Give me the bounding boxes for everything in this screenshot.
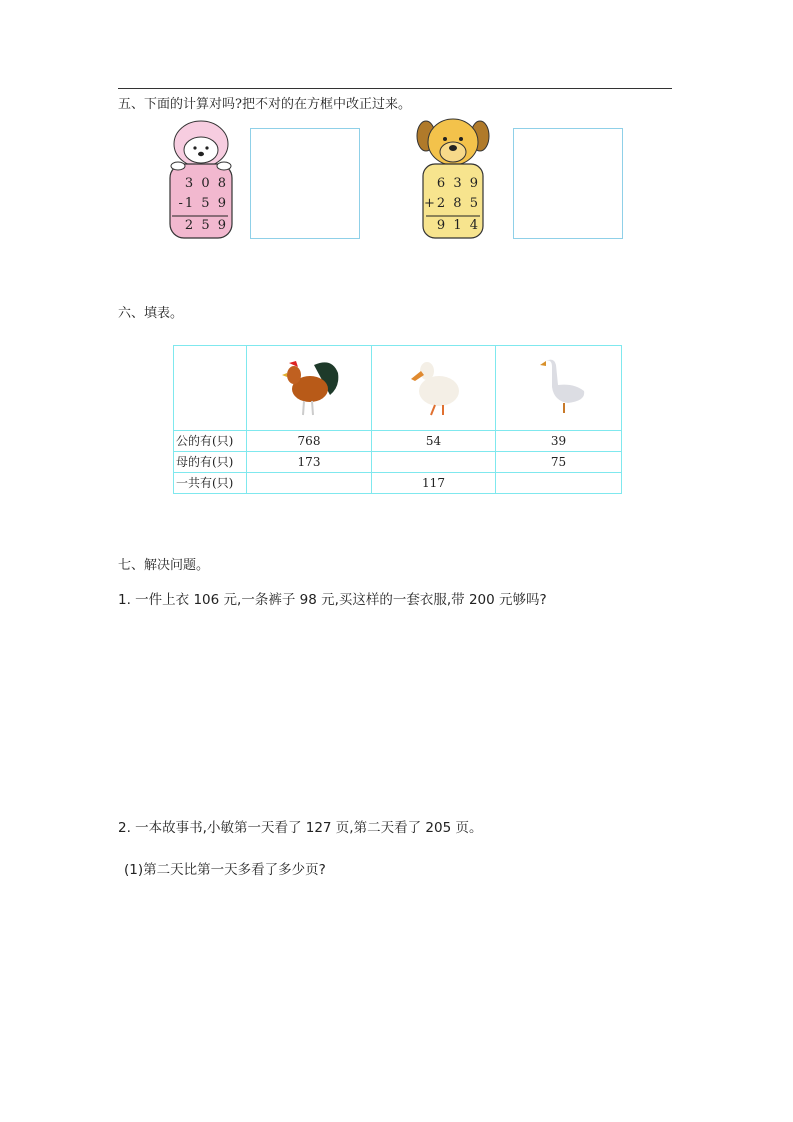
table-row bbox=[174, 473, 622, 494]
section5-title: 五、下面的计算对吗?把不对的在方框中改正过来。 bbox=[118, 97, 411, 112]
goose-cell bbox=[496, 346, 622, 431]
row-label: 一共有(只) bbox=[174, 473, 247, 494]
duck-icon bbox=[399, 353, 469, 419]
dog-top-number: 6 3 9 bbox=[436, 176, 480, 191]
dog-result: 9 1 4 bbox=[436, 218, 480, 233]
duck-cell bbox=[372, 346, 496, 431]
table-cell-blank[interactable] bbox=[372, 452, 496, 473]
top-rule bbox=[118, 88, 672, 89]
sheep-top-number: 3 0 8 bbox=[184, 176, 228, 191]
corner-cell bbox=[174, 346, 247, 431]
table-cell: 768 bbox=[247, 431, 372, 452]
correction-box-2[interactable] bbox=[513, 128, 623, 239]
correction-box-1[interactable] bbox=[250, 128, 360, 239]
table-cell-blank[interactable] bbox=[247, 473, 372, 494]
table-cell: 117 bbox=[372, 473, 496, 494]
goose-icon bbox=[524, 353, 594, 419]
rooster-cell bbox=[247, 346, 372, 431]
dog-card bbox=[416, 116, 490, 240]
dog-addend: +2 8 5 bbox=[424, 196, 480, 211]
question-1: 1. 一件上衣 106 元,一条裤子 98 元,买这样的一套衣服,带 200 元够吗? bbox=[118, 592, 547, 608]
question-2-part-1: (1)第二天比第一天多看了多少页? bbox=[124, 862, 326, 878]
fill-table bbox=[173, 345, 622, 494]
rooster-icon bbox=[274, 353, 344, 419]
section7-title: 七、解决问题。 bbox=[118, 558, 210, 573]
table-row bbox=[174, 452, 622, 473]
row-label: 公的有(只) bbox=[174, 431, 247, 452]
table-row bbox=[174, 431, 622, 452]
table-cell: 173 bbox=[247, 452, 372, 473]
section6-title: 六、填表。 bbox=[118, 306, 184, 321]
question-2: 2. 一本故事书,小敏第一天看了 127 页,第二天看了 205 页。 bbox=[118, 820, 483, 836]
sheep-subtrahend: -1 5 9 bbox=[178, 196, 228, 211]
table-cell: 54 bbox=[372, 431, 496, 452]
table-cell: 75 bbox=[496, 452, 622, 473]
sheep-result: 2 5 9 bbox=[184, 218, 228, 233]
table-cell-blank[interactable] bbox=[496, 473, 622, 494]
row-label: 母的有(只) bbox=[174, 452, 247, 473]
table-cell: 39 bbox=[496, 431, 622, 452]
sheep-card bbox=[166, 118, 236, 240]
